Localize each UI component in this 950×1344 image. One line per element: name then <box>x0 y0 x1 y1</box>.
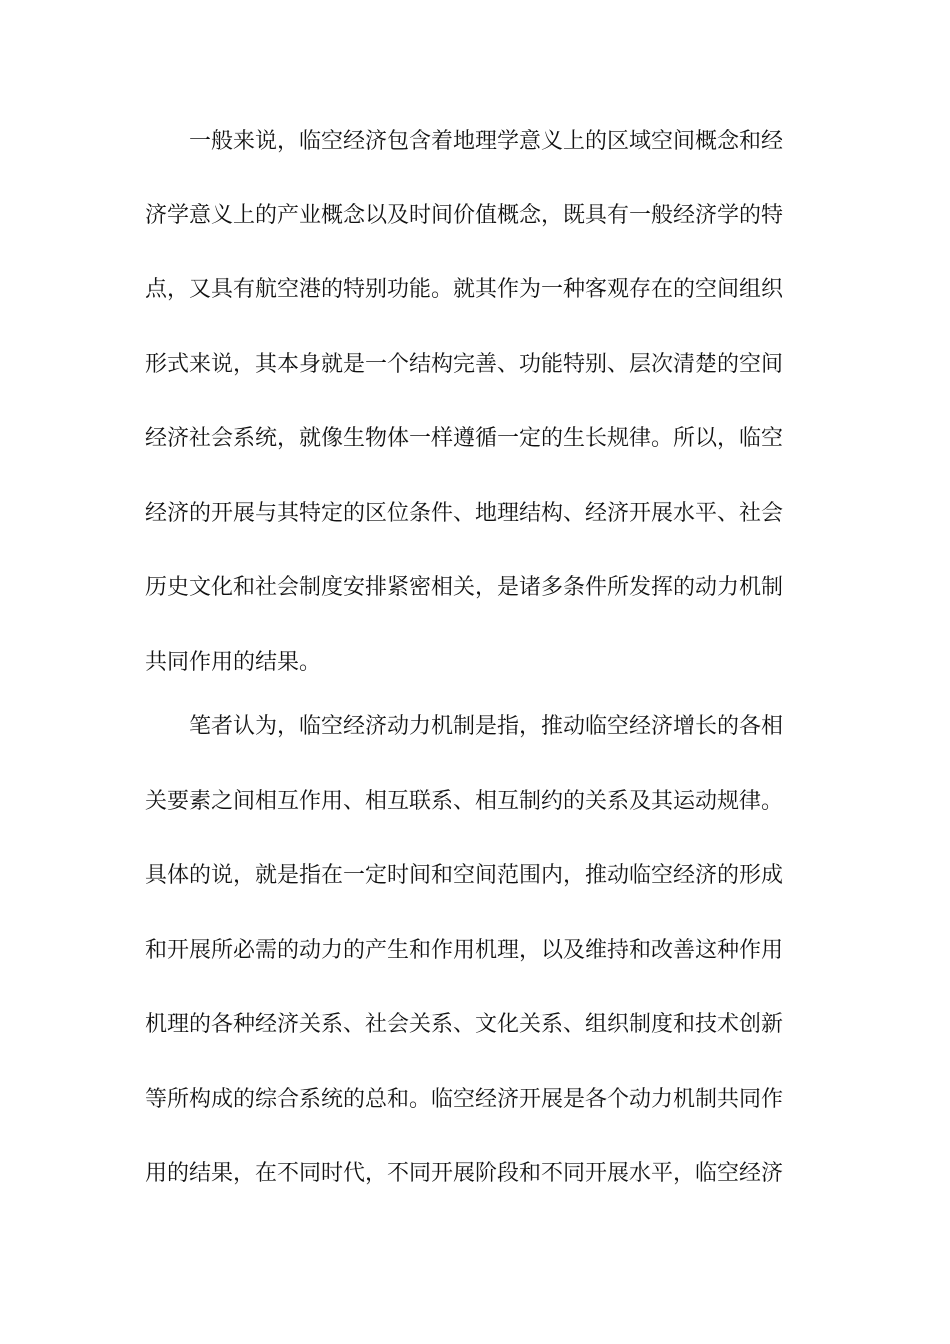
paragraph-line: 经济社会系统，就像生物体一样遵循一定的生长规律。所以，临空 <box>145 426 784 451</box>
paragraph-line: 笔者认为，临空经济动力机制是指，推动临空经济增长的各相 <box>189 714 784 739</box>
paragraph-line: 济学意义上的产业概念以及时间价值概念，既具有一般经济学的特 <box>145 203 784 228</box>
paragraph-line: 等所构成的综合系统的总和。临空经济开展是各个动力机制共同作 <box>145 1087 784 1112</box>
paragraph-line: 一般来说，临空经济包含着地理学意义上的区域空间概念和经 <box>189 129 784 154</box>
paragraph-line: 经济的开展与其特定的区位条件、地理结构、经济开展水平、社会 <box>145 501 784 526</box>
paragraph-line: 具体的说，就是指在一定时间和空间范围内，推动临空经济的形成 <box>145 863 784 888</box>
paragraph-line: 用的结果，在不同时代，不同开展阶段和不同开展水平，临空经济 <box>145 1161 784 1186</box>
paragraph-line: 点，又具有航空港的特别功能。就其作为一种客观存在的空间组织 <box>145 277 784 302</box>
paragraph-line: 历史文化和社会制度安排紧密相关，是诸多条件所发挥的动力机制 <box>145 575 784 600</box>
paragraph-line: 形式来说，其本身就是一个结构完善、功能特别、层次清楚的空间 <box>145 352 784 377</box>
paragraph-line: 关要素之间相互作用、相互联系、相互制约的关系及其运动规律。 <box>145 789 784 814</box>
paragraph-line: 共同作用的结果。 <box>145 650 322 675</box>
paragraph-line: 和开展所必需的动力的产生和作用机理，以及维持和改善这种作用 <box>145 938 784 963</box>
paragraph-line: 机理的各种经济关系、社会关系、文化关系、组织制度和技术创新 <box>145 1012 784 1037</box>
